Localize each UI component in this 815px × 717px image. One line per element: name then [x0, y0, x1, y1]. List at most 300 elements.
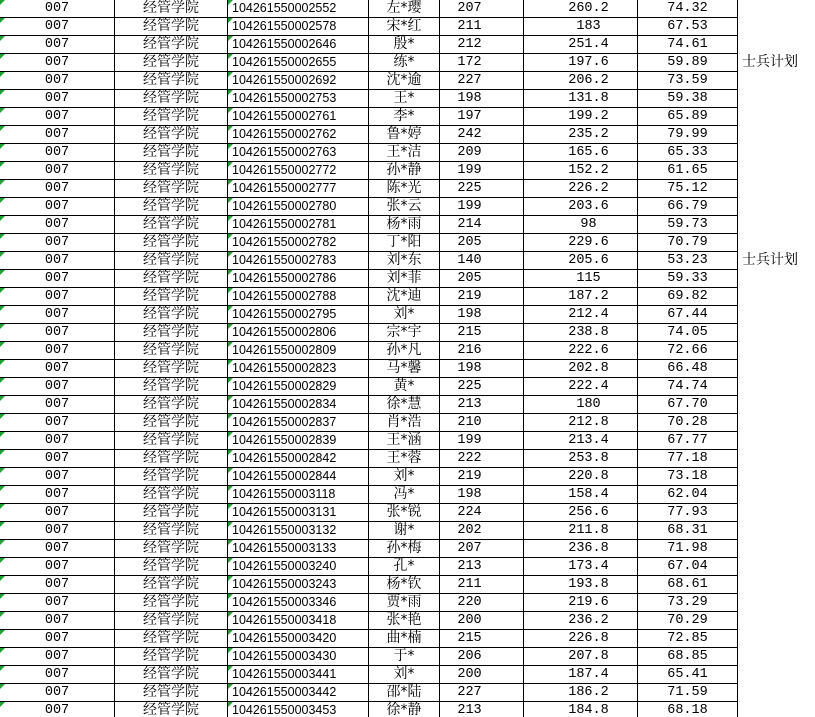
cell-candidate-id[interactable]	[228, 324, 369, 342]
cell-score-1[interactable]	[440, 378, 524, 396]
cell-candidate-name[interactable]	[369, 594, 440, 612]
cell-score-2[interactable]	[524, 378, 638, 396]
cell-note[interactable]	[738, 90, 815, 108]
cell-score-3[interactable]	[638, 594, 738, 612]
cell-candidate-name[interactable]	[369, 576, 440, 594]
cell-candidate-name[interactable]	[369, 666, 440, 684]
cell-score-2[interactable]	[524, 432, 638, 450]
cell-score-1[interactable]	[440, 216, 524, 234]
cell-unit-code[interactable]	[0, 522, 115, 540]
cell-unit-code[interactable]	[0, 72, 115, 90]
cell-college[interactable]	[115, 504, 228, 522]
cell-candidate-name[interactable]	[369, 612, 440, 630]
cell-score-1[interactable]	[440, 288, 524, 306]
cell-college[interactable]	[115, 540, 228, 558]
cell-candidate-id[interactable]	[228, 72, 369, 90]
cell-unit-code[interactable]	[0, 252, 115, 270]
cell-college[interactable]	[115, 468, 228, 486]
cell-score-3[interactable]	[638, 54, 738, 72]
cell-college[interactable]	[115, 342, 228, 360]
cell-note[interactable]	[738, 450, 815, 468]
cell-college[interactable]	[115, 450, 228, 468]
cell-candidate-name[interactable]	[369, 558, 440, 576]
cell-note[interactable]	[738, 198, 815, 216]
cell-unit-code[interactable]	[0, 684, 115, 702]
cell-score-2[interactable]	[524, 504, 638, 522]
cell-note[interactable]	[738, 306, 815, 324]
cell-candidate-name[interactable]	[369, 378, 440, 396]
cell-score-3[interactable]	[638, 612, 738, 630]
cell-score-1[interactable]	[440, 90, 524, 108]
cell-candidate-id[interactable]	[228, 288, 369, 306]
cell-score-2[interactable]	[524, 594, 638, 612]
cell-candidate-name[interactable]	[369, 0, 440, 18]
cell-college[interactable]	[115, 144, 228, 162]
cell-college[interactable]	[115, 90, 228, 108]
cell-score-2[interactable]	[524, 630, 638, 648]
cell-score-3[interactable]	[638, 468, 738, 486]
cell-score-2[interactable]	[524, 468, 638, 486]
cell-score-2[interactable]	[524, 396, 638, 414]
cell-candidate-id[interactable]	[228, 90, 369, 108]
cell-candidate-name[interactable]	[369, 360, 440, 378]
cell-note[interactable]	[738, 666, 815, 684]
cell-candidate-name[interactable]	[369, 450, 440, 468]
cell-note[interactable]	[738, 162, 815, 180]
cell-college[interactable]	[115, 252, 228, 270]
cell-score-2[interactable]	[524, 324, 638, 342]
cell-unit-code[interactable]	[0, 90, 115, 108]
cell-note[interactable]	[738, 252, 815, 270]
cell-candidate-id[interactable]	[228, 702, 369, 717]
cell-note[interactable]	[738, 108, 815, 126]
cell-unit-code[interactable]	[0, 54, 115, 72]
cell-unit-code[interactable]	[0, 234, 115, 252]
cell-college[interactable]	[115, 162, 228, 180]
cell-unit-code[interactable]	[0, 630, 115, 648]
cell-score-2[interactable]	[524, 342, 638, 360]
cell-note[interactable]	[738, 360, 815, 378]
cell-unit-code[interactable]	[0, 0, 115, 18]
cell-score-1[interactable]	[440, 360, 524, 378]
cell-score-2[interactable]	[524, 108, 638, 126]
cell-note[interactable]	[738, 396, 815, 414]
cell-score-1[interactable]	[440, 576, 524, 594]
cell-note[interactable]	[738, 630, 815, 648]
cell-candidate-id[interactable]	[228, 396, 369, 414]
cell-college[interactable]	[115, 324, 228, 342]
cell-candidate-id[interactable]	[228, 504, 369, 522]
cell-college[interactable]	[115, 666, 228, 684]
cell-note[interactable]	[738, 432, 815, 450]
cell-college[interactable]	[115, 234, 228, 252]
cell-score-3[interactable]	[638, 90, 738, 108]
cell-score-3[interactable]	[638, 684, 738, 702]
cell-score-1[interactable]	[440, 486, 524, 504]
cell-score-2[interactable]	[524, 558, 638, 576]
cell-unit-code[interactable]	[0, 198, 115, 216]
cell-score-1[interactable]	[440, 594, 524, 612]
cell-unit-code[interactable]	[0, 270, 115, 288]
cell-score-1[interactable]	[440, 54, 524, 72]
cell-score-3[interactable]	[638, 306, 738, 324]
cell-note[interactable]	[738, 522, 815, 540]
cell-score-3[interactable]	[638, 396, 738, 414]
cell-candidate-name[interactable]	[369, 198, 440, 216]
cell-note[interactable]	[738, 324, 815, 342]
cell-score-3[interactable]	[638, 324, 738, 342]
cell-score-1[interactable]	[440, 252, 524, 270]
cell-college[interactable]	[115, 360, 228, 378]
cell-note[interactable]	[738, 234, 815, 252]
cell-candidate-id[interactable]	[228, 216, 369, 234]
cell-candidate-name[interactable]	[369, 216, 440, 234]
cell-college[interactable]	[115, 576, 228, 594]
cell-score-2[interactable]	[524, 162, 638, 180]
cell-score-1[interactable]	[440, 504, 524, 522]
cell-unit-code[interactable]	[0, 360, 115, 378]
cell-score-3[interactable]	[638, 144, 738, 162]
cell-college[interactable]	[115, 594, 228, 612]
cell-candidate-id[interactable]	[228, 252, 369, 270]
cell-note[interactable]	[738, 558, 815, 576]
cell-candidate-id[interactable]	[228, 684, 369, 702]
cell-candidate-name[interactable]	[369, 414, 440, 432]
cell-unit-code[interactable]	[0, 216, 115, 234]
cell-note[interactable]	[738, 414, 815, 432]
cell-unit-code[interactable]	[0, 468, 115, 486]
cell-note[interactable]	[738, 540, 815, 558]
cell-candidate-id[interactable]	[228, 162, 369, 180]
cell-score-3[interactable]	[638, 702, 738, 717]
cell-score-1[interactable]	[440, 324, 524, 342]
cell-candidate-name[interactable]	[369, 702, 440, 717]
cell-candidate-id[interactable]	[228, 198, 369, 216]
cell-college[interactable]	[115, 630, 228, 648]
cell-unit-code[interactable]	[0, 306, 115, 324]
cell-candidate-id[interactable]	[228, 360, 369, 378]
cell-candidate-name[interactable]	[369, 684, 440, 702]
cell-score-1[interactable]	[440, 468, 524, 486]
cell-score-1[interactable]	[440, 144, 524, 162]
cell-candidate-name[interactable]	[369, 468, 440, 486]
cell-score-2[interactable]	[524, 90, 638, 108]
cell-score-3[interactable]	[638, 342, 738, 360]
cell-score-1[interactable]	[440, 18, 524, 36]
cell-college[interactable]	[115, 432, 228, 450]
cell-candidate-name[interactable]	[369, 54, 440, 72]
cell-score-1[interactable]	[440, 648, 524, 666]
cell-score-3[interactable]	[638, 36, 738, 54]
cell-college[interactable]	[115, 414, 228, 432]
cell-candidate-name[interactable]	[369, 90, 440, 108]
cell-candidate-id[interactable]	[228, 306, 369, 324]
cell-score-3[interactable]	[638, 198, 738, 216]
cell-candidate-name[interactable]	[369, 180, 440, 198]
cell-college[interactable]	[115, 396, 228, 414]
cell-note[interactable]	[738, 180, 815, 198]
cell-score-1[interactable]	[440, 198, 524, 216]
cell-note[interactable]	[738, 0, 815, 18]
cell-score-1[interactable]	[440, 72, 524, 90]
cell-score-3[interactable]	[638, 126, 738, 144]
cell-score-1[interactable]	[440, 702, 524, 717]
cell-score-3[interactable]	[638, 414, 738, 432]
cell-score-2[interactable]	[524, 306, 638, 324]
cell-college[interactable]	[115, 36, 228, 54]
cell-score-1[interactable]	[440, 666, 524, 684]
cell-candidate-name[interactable]	[369, 504, 440, 522]
cell-candidate-id[interactable]	[228, 666, 369, 684]
cell-unit-code[interactable]	[0, 396, 115, 414]
cell-score-2[interactable]	[524, 36, 638, 54]
cell-score-1[interactable]	[440, 540, 524, 558]
cell-college[interactable]	[115, 198, 228, 216]
cell-candidate-id[interactable]	[228, 270, 369, 288]
cell-score-3[interactable]	[638, 162, 738, 180]
cell-candidate-name[interactable]	[369, 630, 440, 648]
cell-candidate-name[interactable]	[369, 252, 440, 270]
cell-score-2[interactable]	[524, 684, 638, 702]
cell-unit-code[interactable]	[0, 558, 115, 576]
cell-score-2[interactable]	[524, 666, 638, 684]
cell-candidate-name[interactable]	[369, 396, 440, 414]
cell-unit-code[interactable]	[0, 540, 115, 558]
cell-note[interactable]	[738, 288, 815, 306]
cell-unit-code[interactable]	[0, 162, 115, 180]
cell-candidate-id[interactable]	[228, 558, 369, 576]
cell-score-3[interactable]	[638, 360, 738, 378]
cell-candidate-id[interactable]	[228, 234, 369, 252]
cell-candidate-name[interactable]	[369, 162, 440, 180]
cell-score-3[interactable]	[638, 0, 738, 18]
cell-score-3[interactable]	[638, 180, 738, 198]
cell-candidate-id[interactable]	[228, 486, 369, 504]
cell-score-3[interactable]	[638, 522, 738, 540]
cell-score-2[interactable]	[524, 72, 638, 90]
cell-score-2[interactable]	[524, 18, 638, 36]
cell-score-3[interactable]	[638, 486, 738, 504]
cell-score-3[interactable]	[638, 504, 738, 522]
cell-candidate-name[interactable]	[369, 72, 440, 90]
cell-note[interactable]	[738, 504, 815, 522]
cell-note[interactable]	[738, 576, 815, 594]
cell-score-1[interactable]	[440, 0, 524, 18]
cell-unit-code[interactable]	[0, 594, 115, 612]
cell-score-3[interactable]	[638, 450, 738, 468]
cell-candidate-name[interactable]	[369, 144, 440, 162]
cell-candidate-id[interactable]	[228, 144, 369, 162]
cell-score-3[interactable]	[638, 108, 738, 126]
cell-candidate-id[interactable]	[228, 432, 369, 450]
cell-score-3[interactable]	[638, 648, 738, 666]
cell-score-2[interactable]	[524, 144, 638, 162]
cell-college[interactable]	[115, 486, 228, 504]
cell-college[interactable]	[115, 18, 228, 36]
cell-candidate-id[interactable]	[228, 36, 369, 54]
cell-college[interactable]	[115, 558, 228, 576]
cell-college[interactable]	[115, 126, 228, 144]
cell-college[interactable]	[115, 522, 228, 540]
cell-score-1[interactable]	[440, 180, 524, 198]
cell-candidate-name[interactable]	[369, 648, 440, 666]
cell-note[interactable]	[738, 72, 815, 90]
cell-unit-code[interactable]	[0, 108, 115, 126]
cell-college[interactable]	[115, 288, 228, 306]
cell-candidate-name[interactable]	[369, 270, 440, 288]
cell-score-1[interactable]	[440, 414, 524, 432]
cell-college[interactable]	[115, 270, 228, 288]
cell-score-1[interactable]	[440, 270, 524, 288]
cell-score-3[interactable]	[638, 288, 738, 306]
cell-score-1[interactable]	[440, 558, 524, 576]
cell-score-1[interactable]	[440, 630, 524, 648]
cell-candidate-name[interactable]	[369, 36, 440, 54]
cell-candidate-id[interactable]	[228, 468, 369, 486]
cell-score-3[interactable]	[638, 378, 738, 396]
cell-note[interactable]	[738, 702, 815, 717]
cell-score-2[interactable]	[524, 576, 638, 594]
cell-unit-code[interactable]	[0, 504, 115, 522]
cell-note[interactable]	[738, 144, 815, 162]
cell-candidate-id[interactable]	[228, 0, 369, 18]
cell-note[interactable]	[738, 36, 815, 54]
cell-unit-code[interactable]	[0, 288, 115, 306]
cell-score-2[interactable]	[524, 612, 638, 630]
cell-unit-code[interactable]	[0, 612, 115, 630]
cell-score-3[interactable]	[638, 630, 738, 648]
cell-score-1[interactable]	[440, 306, 524, 324]
cell-candidate-name[interactable]	[369, 306, 440, 324]
cell-score-1[interactable]	[440, 450, 524, 468]
cell-score-1[interactable]	[440, 396, 524, 414]
cell-unit-code[interactable]	[0, 180, 115, 198]
cell-candidate-id[interactable]	[228, 522, 369, 540]
cell-score-3[interactable]	[638, 666, 738, 684]
cell-note[interactable]	[738, 468, 815, 486]
cell-score-3[interactable]	[638, 234, 738, 252]
cell-candidate-id[interactable]	[228, 612, 369, 630]
cell-score-2[interactable]	[524, 486, 638, 504]
cell-candidate-id[interactable]	[228, 54, 369, 72]
cell-score-1[interactable]	[440, 522, 524, 540]
cell-score-3[interactable]	[638, 576, 738, 594]
cell-candidate-name[interactable]	[369, 126, 440, 144]
cell-unit-code[interactable]	[0, 342, 115, 360]
cell-candidate-id[interactable]	[228, 450, 369, 468]
cell-note[interactable]	[738, 594, 815, 612]
cell-score-1[interactable]	[440, 432, 524, 450]
cell-candidate-name[interactable]	[369, 522, 440, 540]
cell-candidate-id[interactable]	[228, 576, 369, 594]
cell-score-3[interactable]	[638, 72, 738, 90]
cell-candidate-id[interactable]	[228, 540, 369, 558]
cell-score-2[interactable]	[524, 540, 638, 558]
cell-score-3[interactable]	[638, 18, 738, 36]
cell-unit-code[interactable]	[0, 450, 115, 468]
cell-college[interactable]	[115, 216, 228, 234]
cell-candidate-name[interactable]	[369, 288, 440, 306]
cell-candidate-name[interactable]	[369, 234, 440, 252]
cell-note[interactable]	[738, 486, 815, 504]
cell-score-3[interactable]	[638, 540, 738, 558]
cell-note[interactable]	[738, 18, 815, 36]
cell-note[interactable]	[738, 612, 815, 630]
cell-score-2[interactable]	[524, 288, 638, 306]
cell-score-2[interactable]	[524, 216, 638, 234]
cell-candidate-id[interactable]	[228, 378, 369, 396]
cell-note[interactable]	[738, 342, 815, 360]
cell-note[interactable]	[738, 54, 815, 72]
cell-candidate-name[interactable]	[369, 324, 440, 342]
cell-candidate-id[interactable]	[228, 108, 369, 126]
cell-college[interactable]	[115, 378, 228, 396]
cell-score-1[interactable]	[440, 612, 524, 630]
cell-unit-code[interactable]	[0, 126, 115, 144]
cell-score-2[interactable]	[524, 702, 638, 717]
cell-candidate-id[interactable]	[228, 180, 369, 198]
cell-candidate-name[interactable]	[369, 18, 440, 36]
cell-note[interactable]	[738, 270, 815, 288]
cell-score-2[interactable]	[524, 54, 638, 72]
cell-college[interactable]	[115, 648, 228, 666]
cell-score-2[interactable]	[524, 450, 638, 468]
cell-score-2[interactable]	[524, 252, 638, 270]
cell-college[interactable]	[115, 0, 228, 18]
cell-unit-code[interactable]	[0, 666, 115, 684]
cell-note[interactable]	[738, 126, 815, 144]
cell-candidate-name[interactable]	[369, 540, 440, 558]
cell-score-1[interactable]	[440, 234, 524, 252]
cell-candidate-name[interactable]	[369, 432, 440, 450]
cell-score-2[interactable]	[524, 414, 638, 432]
cell-unit-code[interactable]	[0, 144, 115, 162]
cell-score-1[interactable]	[440, 684, 524, 702]
cell-note[interactable]	[738, 378, 815, 396]
cell-candidate-id[interactable]	[228, 18, 369, 36]
cell-note[interactable]	[738, 684, 815, 702]
cell-score-1[interactable]	[440, 162, 524, 180]
cell-score-1[interactable]	[440, 126, 524, 144]
cell-unit-code[interactable]	[0, 324, 115, 342]
cell-college[interactable]	[115, 684, 228, 702]
cell-college[interactable]	[115, 180, 228, 198]
cell-score-2[interactable]	[524, 180, 638, 198]
cell-score-3[interactable]	[638, 558, 738, 576]
cell-college[interactable]	[115, 612, 228, 630]
cell-score-2[interactable]	[524, 648, 638, 666]
cell-note[interactable]	[738, 648, 815, 666]
cell-unit-code[interactable]	[0, 18, 115, 36]
cell-college[interactable]	[115, 72, 228, 90]
cell-unit-code[interactable]	[0, 702, 115, 717]
cell-score-3[interactable]	[638, 270, 738, 288]
cell-score-2[interactable]	[524, 198, 638, 216]
cell-score-2[interactable]	[524, 522, 638, 540]
cell-score-2[interactable]	[524, 360, 638, 378]
cell-candidate-id[interactable]	[228, 342, 369, 360]
cell-score-1[interactable]	[440, 36, 524, 54]
cell-note[interactable]	[738, 216, 815, 234]
cell-score-3[interactable]	[638, 252, 738, 270]
cell-score-2[interactable]	[524, 0, 638, 18]
cell-candidate-id[interactable]	[228, 648, 369, 666]
cell-unit-code[interactable]	[0, 486, 115, 504]
cell-candidate-name[interactable]	[369, 342, 440, 360]
cell-candidate-id[interactable]	[228, 594, 369, 612]
cell-score-3[interactable]	[638, 432, 738, 450]
cell-unit-code[interactable]	[0, 648, 115, 666]
